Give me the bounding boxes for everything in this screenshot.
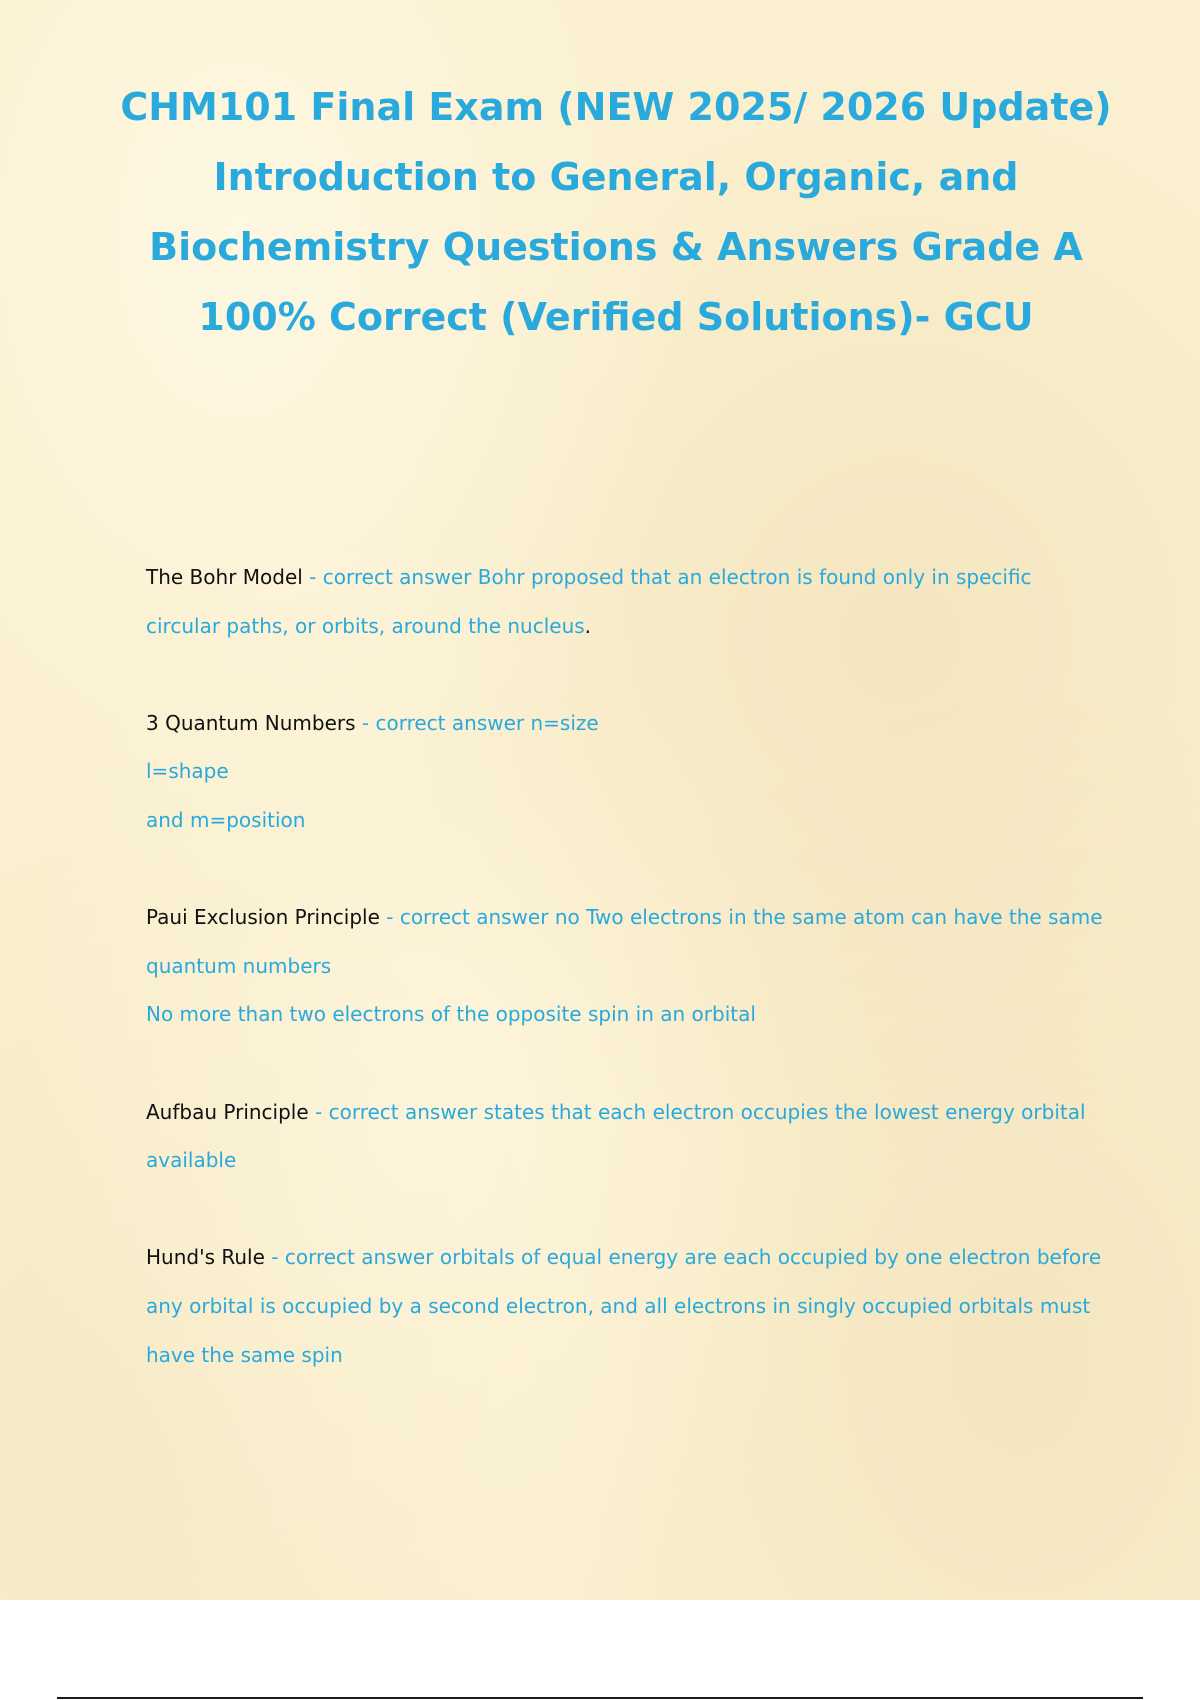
qa-answer: Bohr proposed that an electron is found only in specific circular paths, or orbits, around the nucleus bbox=[146, 565, 1032, 638]
qa-answer-line: l=shape bbox=[146, 759, 229, 784]
answer-separator: - correct answer bbox=[355, 710, 531, 735]
qa-term: 3 Quantum Numbers bbox=[146, 710, 356, 735]
qa-item-pauli-exclusion bbox=[146, 893, 1106, 1039]
qa-answer: orbitals of equal energy are each occupied by one electron before any orbital is occupied by a second electron, and all electrons in singly occupied orbitals must have the same spin bbox=[146, 1245, 1102, 1367]
qa-answer: n=size bbox=[530, 710, 599, 735]
qa-answer-line: No more than two electrons of the opposite spin in an orbital bbox=[146, 1002, 756, 1027]
qa-item-aufbau-principle bbox=[146, 1088, 1106, 1185]
qa-term: Paui Exclusion Principle bbox=[146, 905, 380, 930]
qa-term: Aufbau Principle bbox=[146, 1099, 309, 1124]
answer-separator: - correct answer bbox=[264, 1245, 440, 1270]
qa-list bbox=[146, 553, 1106, 1428]
qa-item-bohr-model bbox=[146, 553, 1106, 650]
trailing-punctuation: . bbox=[584, 613, 592, 638]
qa-answer: states that each electron occupies the lowest energy orbital available bbox=[146, 1099, 1086, 1173]
qa-term: The Bohr Model bbox=[146, 565, 303, 589]
qa-item-hunds-rule bbox=[146, 1233, 1106, 1379]
answer-separator: - correct answer bbox=[308, 1099, 484, 1124]
answer-separator: - correct answer bbox=[302, 565, 478, 589]
answer-separator: - correct answer bbox=[379, 905, 555, 930]
qa-term: Hund's Rule bbox=[146, 1245, 265, 1270]
document-title: CHM101 Final Exam (NEW 2025/ 2026 Update) Introduction to General, Organic, and Biochemistry Questions & Answers Grade A 100% Correct (Verified Solutions)- GCU bbox=[120, 85, 1112, 339]
qa-item-quantum-numbers bbox=[146, 699, 1106, 845]
qa-answer: no Two electrons in the same atom can have the same quantum numbers bbox=[146, 905, 1103, 978]
qa-answer-line: and m=position bbox=[146, 807, 306, 832]
footer-divider bbox=[57, 1697, 1143, 1699]
